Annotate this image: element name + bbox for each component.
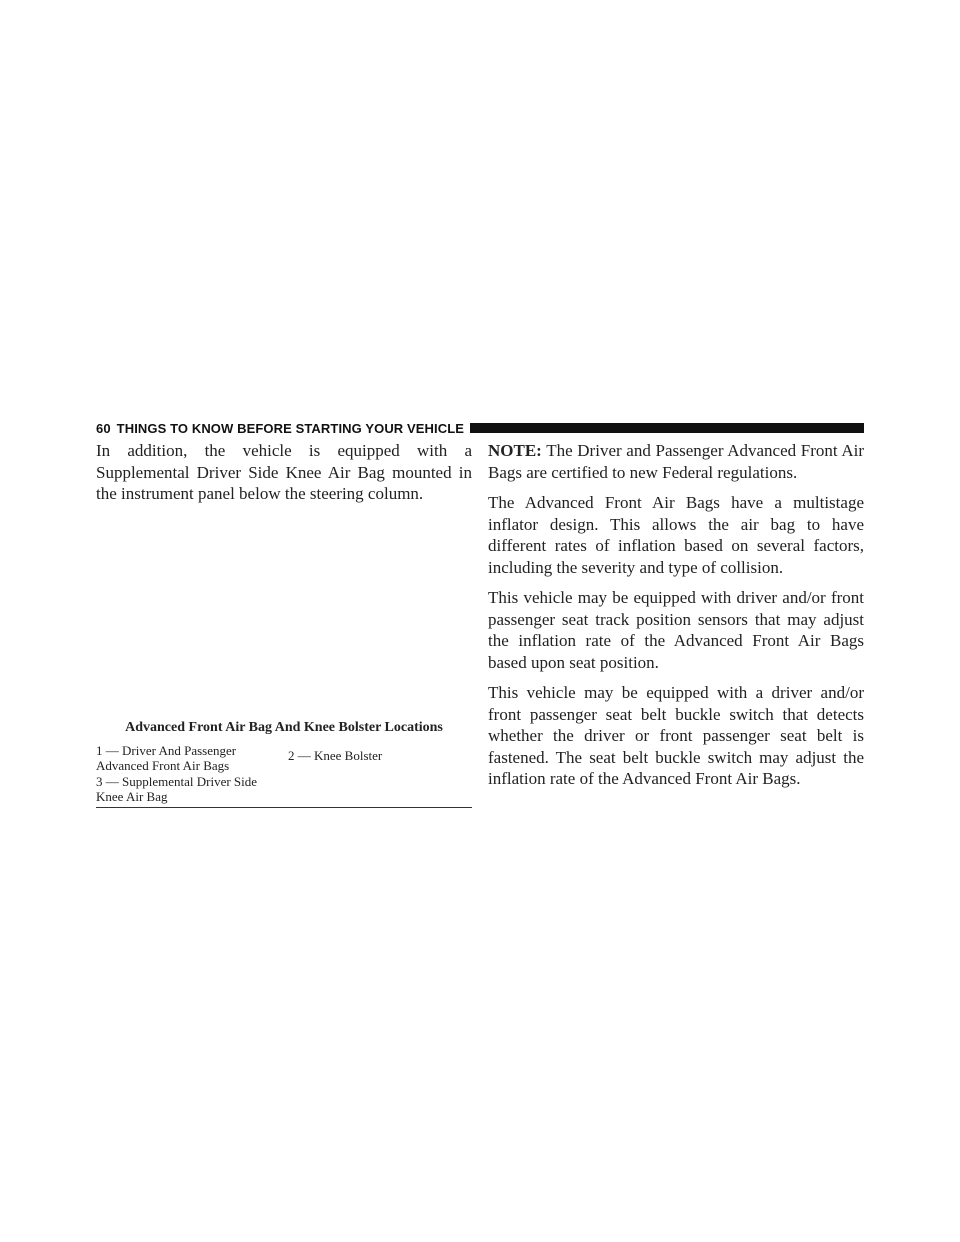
figure-area — [96, 520, 472, 718]
note-label: NOTE: — [488, 441, 542, 460]
legend-item-2: 2 — Knee Bolster — [288, 748, 383, 763]
multistage-inflator-paragraph: The Advanced Front Air Bags have a multistage inflator design. This allows the air bag to have different rates of inflation based on several factors, including the severity and type of collision. — [488, 493, 864, 577]
legend-item-1 — [96, 743, 236, 773]
legend-item-3 — [96, 774, 257, 804]
right-column — [488, 440, 864, 799]
section-title: THINGS TO KNOW BEFORE STARTING YOUR VEHICLE — [116, 420, 465, 436]
page-header — [96, 418, 864, 438]
note-text: The Driver and Passenger Advanced Front Air Bags are certified to new Federal regulations. — [488, 441, 864, 482]
legend-item-1-line-1: 1 — Driver And Passenger — [96, 743, 237, 758]
seat-belt-buckle-paragraph: This vehicle may be equipped with a driver and/or front passenger seat belt buckle switch that detects whether the driver or front passenger seat belt is fastened. The seat belt buckle switch may adjust the inflation rate of the Advanced Front Air Bags. — [488, 683, 864, 788]
legend-item-3-line-2: Knee Air Bag — [96, 789, 168, 804]
header-rule-bar — [470, 423, 864, 433]
legend-item-3-line-1: 3 — Supplemental Driver Side — [96, 774, 258, 789]
note-paragraph — [488, 440, 864, 483]
figure-caption: Advanced Front Air Bag And Knee Bolster Locations — [125, 720, 443, 735]
left-column — [96, 440, 472, 514]
page-number: 60 — [96, 420, 111, 436]
seat-track-sensor-paragraph: This vehicle may be equipped with driver and/or front passenger seat track position sensors that may adjust the inflation rate of the Advanced Front Air Bags based upon seat position. — [488, 588, 864, 672]
knee-air-bag-paragraph: In addition, the vehicle is equipped with a Supplemental Driver Side Knee Air Bag mounted in the instrument panel below the steering column. — [96, 441, 472, 503]
legend-item-1-line-2: Advanced Front Air Bags — [96, 758, 230, 773]
legend-divider — [96, 807, 472, 808]
